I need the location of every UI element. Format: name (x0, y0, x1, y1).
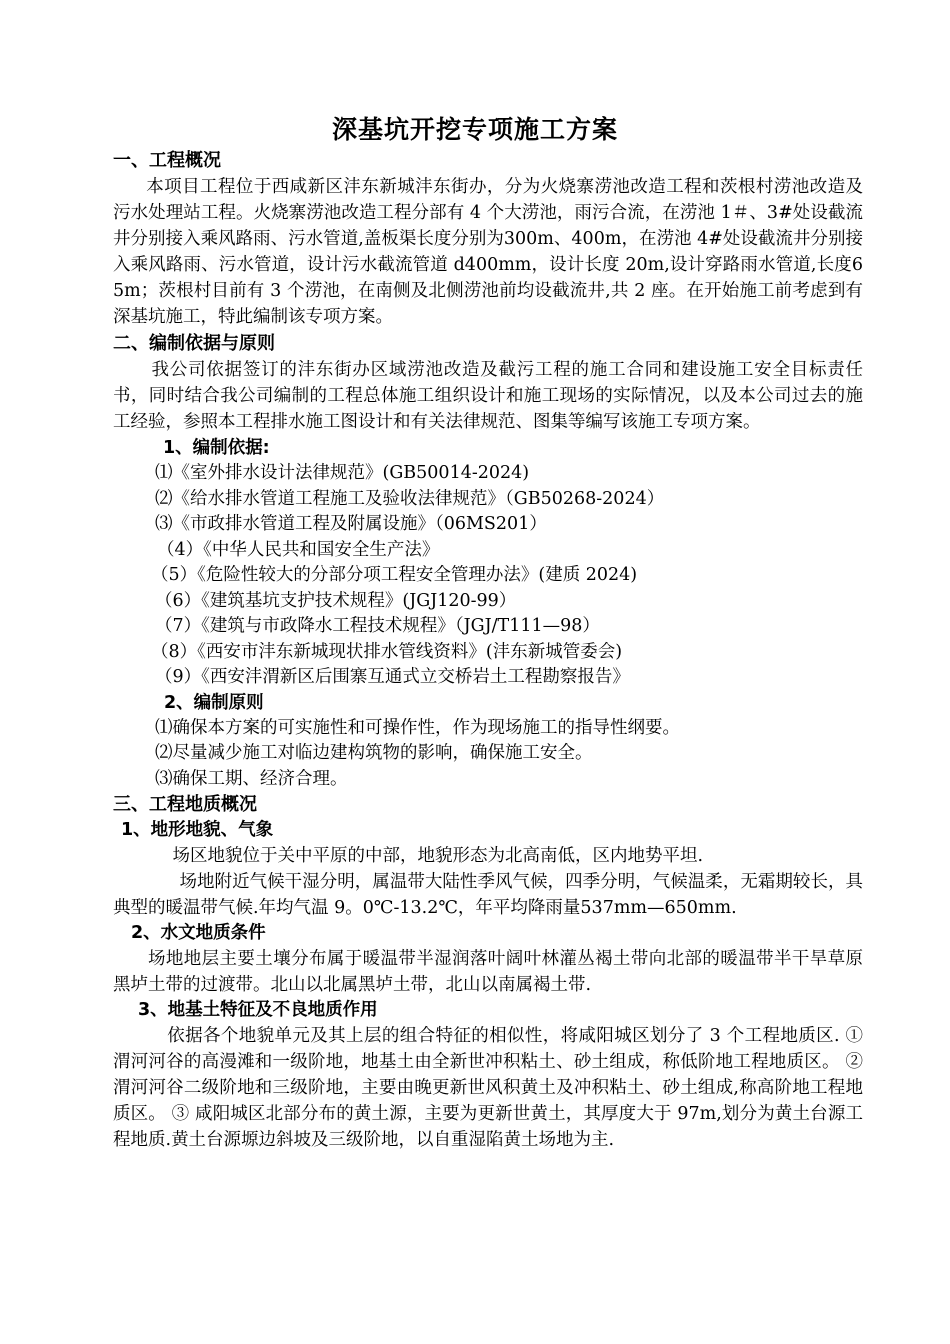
basis-item: （9）《西安沣渭新区后围寨互通式立交桥岩土工程勘察报告》 (155, 667, 630, 687)
basis-item: ⑶《市政排水管道工程及附属设施》（06MS201） (155, 514, 547, 534)
subheading-foundation-soil: 3、地基土特征及不良地质作用 (138, 1000, 378, 1020)
principle-item: ⑶确保工期、经济合理。 (155, 768, 348, 789)
hydrogeology-paragraph: 场地地层主要土壤分布属于暖温带半湿润落叶阔叶林灌丛褐土带向北部的暖温带半干旱草原黑垆土带的过渡带。北山以北属黑垆土带，北山以南属褐土带. (113, 949, 863, 995)
topography-paragraph: 场区地貌位于关中平原的中部，地貌形态为北高南低，区内地势平坦. (172, 846, 704, 866)
document-body (113, 148, 863, 1153)
foundation-soil-paragraph: 依据各个地貌单元及其上层的组合特征的相似性，将咸阳城区划分了 3 个工程地质区. ① 渭河河谷的高漫滩和一级阶地，地基土由全新世冲积粘土、砂土组成，称低阶地工程地质区。 ② 渭河河谷二级阶地和三级阶地，主要由晚更新世风积黄土及冲积粘土、砂土组成,称高阶地工程地质区。 ③ 咸阳城区北部分布的黄土源，主要为更新世黄土，其厚度大于 97m,划分为黄土台源工程地质.黄土台源塬边斜坡及三级阶地，以自重湿陷黄土场地为主. (113, 1026, 863, 1150)
subheading-basis-list: 1、编制依据: (163, 438, 270, 458)
subheading-principles: 2、编制原则 (164, 692, 264, 713)
basis-item: （7）《建筑与市政降水工程技术规程》（JGJ/T111—98） (155, 616, 600, 636)
subheading-hydrogeology: 2、水文地质条件 (131, 923, 266, 943)
basis-item: （6）《建筑基坑支护技术规程》(JGJ120-99） (155, 590, 517, 611)
basis-item: （8）《西安市沣东新城现状排水管线资料》(沣东新城管委会) (151, 641, 623, 662)
overview-paragraph: 本项目工程位于西咸新区沣东新城沣东街办，分为火烧寨涝池改造工程和茨根村涝池改造及污水处理站工程。火烧寨涝池改造工程分部有 4 个大涝池，雨污合流，在涝池 1＃、3#处设截流井分别接入乘风路雨、污水管道,盖板渠长度分别为300m、400m，在涝池 4#处设截流井分别接入乘风路雨、污水管道，设计污水截流管道 d400mm，设计长度 20m,设计穿路雨水管道,长度65m；茨根村目前有 3 个涝池，在南侧及北侧涝池前均设截流井,共 2 座。在开始施工前考虑到有深基坑施工，特此编制该专项方案。 (113, 177, 863, 327)
document-title: 深基坑开挖专项施工方案 (331, 115, 618, 144)
section-heading-basis: 二、编制依据与原则 (113, 333, 275, 354)
basis-item: （5）《危险性较大的分部分项工程安全管理办法》(建质 2024) (151, 565, 638, 585)
section-heading-overview: 一、工程概况 (113, 150, 221, 171)
principle-item: ⑴确保本方案的可实施性和可操作性，作为现场施工的指导性纲要。 (155, 717, 680, 738)
basis-item: ⑴《室外排水设计法律规范》(GB50014-2024) (155, 463, 530, 483)
climate-paragraph: 场地附近气候干湿分明，属温带大陆性季风气候，四季分明，气候温柔，无霜期较长，具典型的暖温带气候.年均气温 9。0℃-13.2℃，年平均降雨量537mm—650mm. (113, 872, 863, 918)
subheading-topography: 1、地形地貌、气象 (121, 820, 274, 840)
principle-item: ⑵尽量减少施工对临边建构筑物的影响，确保施工安全。 (155, 743, 593, 763)
basis-item: （4）《中华人民共和国安全生产法》 (157, 539, 440, 560)
basis-item: ⑵《给水排水管道工程施工及验收法律规范》（GB50268-2024） (155, 488, 665, 509)
basis-paragraph: 我公司依据签订的沣东街办区域涝池改造及截污工程的施工合同和建设施工安全目标责任书，同时结合我公司编制的工程总体施工组织设计和施工现场的实际情况，以及本公司过去的施工经验，参照本工程排水施工图设计和有关法律规范、图集等编写该施工专项方案。 (113, 360, 863, 432)
section-heading-geology: 三、工程地质概况 (113, 794, 257, 815)
